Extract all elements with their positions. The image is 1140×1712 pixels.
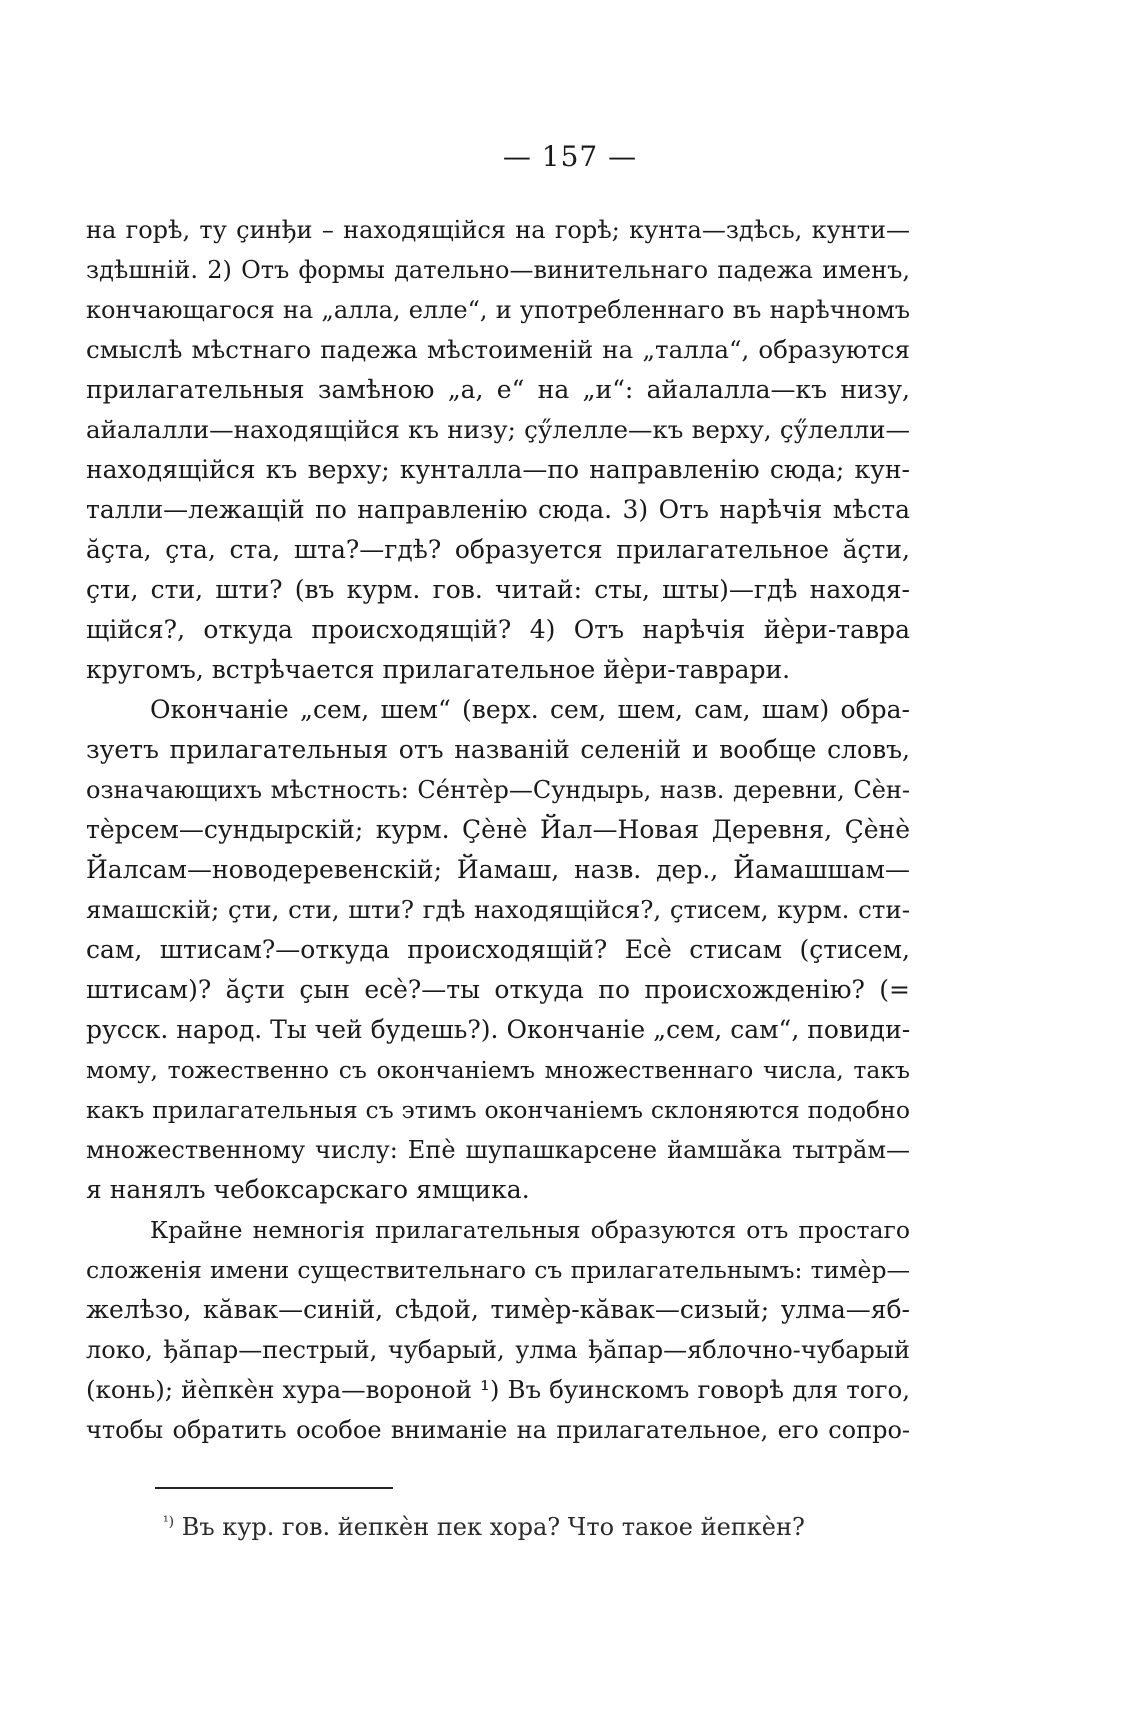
text-line: я нанялъ чебоксарскаго ямщика.: [86, 1175, 530, 1204]
text-line: щійся?, откуда происходящій? 4) Отъ нарѣчія йѐри-тавра: [86, 615, 910, 644]
text-line: прилагательныя замѣною „а, е“ на „и“: айалалла—къ низу,: [86, 375, 910, 404]
text-line: (конь); йѐпкѐн хура—вороной ¹) Въ буинскомъ говорѣ для того,: [86, 1375, 910, 1404]
text-line: здѣшній. 2) Отъ формы дательно—винительнаго падежа именъ,: [86, 256, 910, 284]
text-line: означающихъ мѣстность: Сéнтѐр—Сундырь, назв. деревни, Сѐн-: [86, 776, 910, 804]
body-text: [86, 210, 910, 1450]
text-line: кругомъ, встрѣчается прилагательное йѐри-таврари.: [86, 655, 791, 684]
text-line: айалалли—находящійся къ низу; çӳлелле—къ верху, çӳлелли—: [86, 415, 910, 444]
text-line: множественному числу: Епѐ шупашкарсене йамшӑка тытрӑм—: [86, 1136, 910, 1164]
text-line: на горѣ, ту çинђи – находящійся на горѣ; кунта—здѣсь, кунти—: [86, 216, 910, 244]
footnote-divider: [155, 1487, 393, 1489]
text-line: çти, сти, шти? (въ курм. гов. читай: сты, шты)—гдѣ находя-: [86, 575, 910, 604]
text-line: локо, ђӑпар—пестрый, чубарый, улма ђӑпар—яблочно-чубарый: [86, 1336, 910, 1364]
text-line: Крайне немногія прилагательныя образуются отъ простаго: [150, 1216, 910, 1244]
paragraph-3: [86, 1210, 910, 1450]
page-number: — 157 —: [502, 140, 638, 173]
text-line: штисам)? ӑçти çын есѐ?—ты откуда по происхожденію? (=: [86, 975, 910, 1004]
footnote-text: Въ кур. гов. йепкѐн пек хора? Что такое йепкѐн?: [181, 1513, 805, 1541]
text-line: ӑçта, çта, ста, шта?—гдѣ? образуется прилагательное ӑçти,: [86, 535, 910, 564]
text-line: чтобы обратить особое вниманіе на прилагательное, его сопро-: [86, 1416, 910, 1444]
footnote-marker: ¹): [163, 1514, 175, 1530]
text-line: какъ прилагательныя съ этимъ окончаніемъ склоняются подобно: [86, 1096, 910, 1124]
text-line: кончающагося на „алла, елле“, и употребленнаго въ нарѣчномъ: [86, 296, 910, 324]
text-line: желѣзо, кӑвак—синій, сѣдой, тимѐр-кӑвак—сизый; улма—яб-: [86, 1295, 910, 1324]
footnote: [163, 1505, 805, 1544]
text-line: талли—лежащій по направленію сюда. 3) Отъ нарѣчія мѣста: [86, 495, 910, 524]
text-line: Окончаніе „сем, шем“ (верх. сем, шем, сам, шам) обра-: [150, 695, 910, 724]
text-line: сложенія имени существительнаго съ прилагательнымъ: тимѐр—: [86, 1256, 910, 1284]
text-line: ямашскій; çти, сти, шти? гдѣ находящійся?, çтисем, курм. сти-: [86, 895, 910, 924]
text-line: Йалсам—новодеревенскій; Йамаш, назв. дер., Йамашшам—: [86, 855, 910, 884]
text-line: зуетъ прилагательныя отъ названій селеній и вообще словъ,: [86, 735, 910, 764]
text-line: сам, штисам?—откуда происходящій? Есѐ стисам (çтисем,: [86, 935, 910, 964]
text-line: русск. народ. Ты чей будешь?). Окончаніе „сем, сам“, повиди-: [86, 1015, 911, 1044]
text-line: смыслѣ мѣстнаго падежа мѣстоименій на „талла“, образуются: [86, 335, 910, 364]
paragraph-2: [86, 690, 910, 1210]
text-line: тѐрсем—сундырскій; курм. Çѐнѐ Йал—Новая Деревня, Çѐнѐ: [86, 815, 910, 844]
text-line: находящійся къ верху; кунталла—по направленію сюда; кун-: [86, 455, 910, 484]
text-line: мому, тожественно съ окончаніемъ множественнаго числа, такъ: [86, 1056, 910, 1084]
paragraph-1: [86, 210, 910, 690]
